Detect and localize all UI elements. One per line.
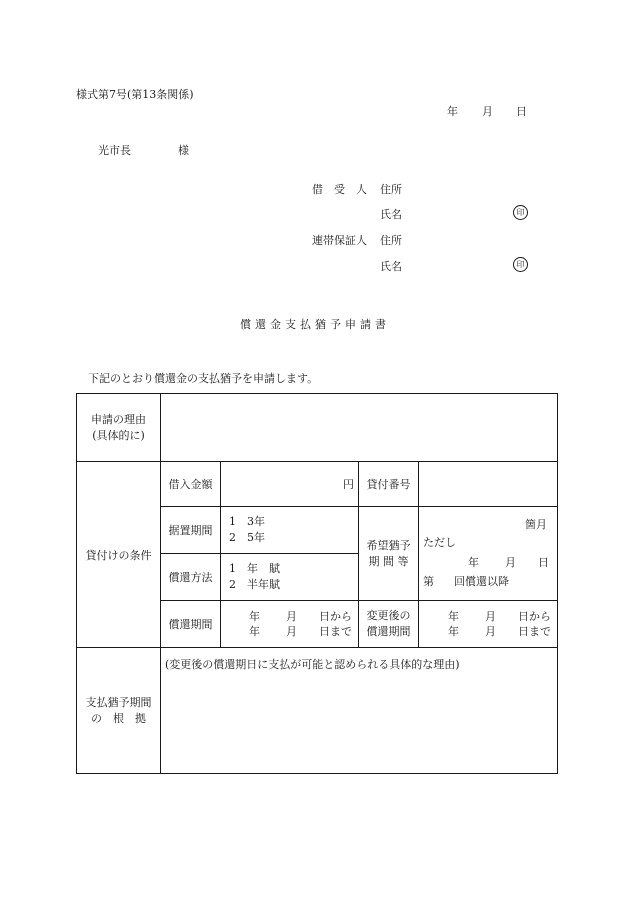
intro-text: 下記のとおり償還金の支払猶予を申請します。 — [88, 372, 319, 385]
reason-label: 申請の理由 (具体的に) — [77, 394, 161, 462]
method-label: 償還方法 — [161, 554, 221, 601]
guarantor-label: 連帯保証人 — [312, 234, 367, 247]
basis-label: 支払猶予期間 の 根 拠 — [77, 648, 161, 774]
period-field[interactable]: 年 月 日から 年 月 日まで — [221, 601, 359, 648]
grace-label: 据置期間 — [161, 507, 221, 554]
method-options[interactable]: 1 年 賦 2 半年賦 — [221, 554, 359, 601]
application-table — [76, 393, 558, 774]
reason-field[interactable] — [161, 394, 558, 462]
loan-amount-field[interactable]: 円 — [221, 462, 359, 507]
loan-number-field[interactable] — [419, 462, 558, 507]
desired-grace-field[interactable]: 箇月 ただし 年 月 日 第 回償還以降 — [419, 507, 558, 601]
changed-period-field[interactable]: 年 月 日から 年 月 日まで — [419, 601, 558, 648]
addressee-suffix: 様 — [178, 144, 189, 157]
date-day: 日 — [516, 105, 527, 118]
loan-amount-row — [77, 462, 558, 507]
document-title: 償還金支払猶予申請書 — [240, 318, 390, 331]
basis-note: (変更後の償還期日に支払が可能と認められる具体的な理由) — [165, 658, 460, 671]
guarantor-name-label: 氏名 — [380, 260, 402, 273]
form-number: 様式第7号(第13条関係) — [76, 88, 194, 101]
date-year: 年 — [447, 105, 458, 118]
borrower-name-label: 氏名 — [380, 208, 402, 221]
guarantor-address-label: 住所 — [380, 234, 402, 247]
grace-options[interactable]: 1 3年 2 5年 — [221, 507, 359, 554]
loan-amount-label: 借入金額 — [161, 462, 221, 507]
date-month: 月 — [482, 105, 493, 118]
loan-number-label: 貸付番号 — [359, 462, 419, 507]
basis-row — [77, 648, 558, 774]
desired-grace-label: 希望猶予 期 間 等 — [359, 507, 419, 601]
seal-icon: 印 — [513, 257, 528, 272]
borrower-address-label: 住所 — [380, 183, 402, 196]
changed-period-label: 変更後の 償還期間 — [359, 601, 419, 648]
basis-field[interactable] — [161, 648, 558, 774]
reason-row — [77, 394, 558, 462]
period-label: 償還期間 — [161, 601, 221, 648]
seal-icon: 印 — [513, 205, 528, 220]
borrower-label: 借 受 人 — [312, 183, 367, 196]
addressee: 光市長 — [98, 144, 131, 157]
conditions-label: 貸付けの条件 — [77, 462, 161, 648]
